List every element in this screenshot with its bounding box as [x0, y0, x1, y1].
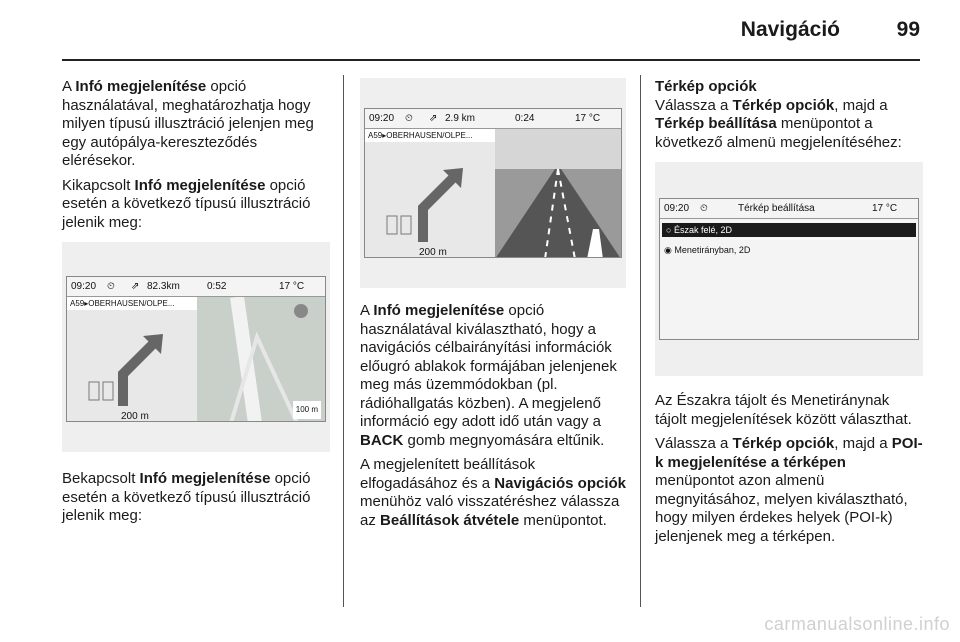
paragraph: Válassza a Térkép opciók, majd a Térkép beállítása menüpontot a következő almenü megjelenítéséhez: [655, 96, 902, 151]
column-divider [640, 75, 641, 607]
road-name: A59▸OBERHAUSEN/OLPE... [365, 129, 495, 142]
page-header [0, 0, 960, 62]
column-2 [360, 78, 626, 536]
figure-info-on [360, 78, 626, 288]
paragraph: A Infó megjelenítése opció használatával kiválasztható, hogy a navigációs célbairányítási információk előugró ablakok formájában jelenjenek meg más üzemmódokban (pl. rádióhallgatás közben). A megjelenő információ egy adott idő után vagy a BACK gomb megnyomására eltűnik. [360, 302, 617, 449]
motorway-junction-icon [495, 129, 621, 258]
paragraph: A megjelenített beállítások elfogadásához és a Navigációs opciók menühöz való visszatéréshez válassza az Beállítások átvétele menüpontot. [360, 456, 626, 529]
temperature: 17 °C [279, 281, 305, 292]
status-bar [660, 199, 918, 219]
figure-map-settings [655, 162, 923, 376]
column-3 [655, 78, 923, 552]
paragraph: A Infó megjelenítése opció használatával, meghatározhatja hogy milyen típusú illusztráció jelenjen meg egy autópálya-kereszteződés elérésekor. [62, 78, 314, 169]
turn-distance: 200 m [121, 411, 149, 422]
eta: 0:52 [207, 281, 227, 292]
clock-icon: ⏲ [700, 203, 708, 214]
paragraph: Az Északra tájolt és Menetiránynak tájolt megjelenítések között választhat. [655, 392, 912, 428]
map-pane [197, 297, 325, 421]
column-divider [343, 75, 344, 607]
clock-icon: ⏲ [107, 281, 115, 292]
map-scale: 100 m [293, 401, 321, 420]
paragraph: Válassza a Térkép opciók, majd a POI-k megjelenítése a térképen menüpontot azon almenü megnyitásához, melyen kiválasztható, hogy milyen érdekes helyek (POI-k) jelenjenek meg a térképen. [655, 435, 923, 545]
page-title: Navigáció [740, 18, 840, 41]
menu-item-north-up[interactable]: ○ Észak felé, 2D [662, 223, 916, 237]
menu-title: Térkép beállítása [738, 203, 815, 214]
road-icon: ⇗ [131, 281, 140, 292]
paragraph: Bekapcsolt Infó megjelenítése opció esetén a következő típusú illusztráció jelenik meg: [62, 470, 311, 524]
distance: 2.9 km [445, 113, 476, 124]
distance: 82.3km [147, 281, 180, 292]
time: 09:20 [664, 203, 690, 214]
info-pane [365, 142, 495, 257]
status-bar [365, 109, 621, 129]
map-settings-screen [659, 198, 919, 340]
page-number: 99 [896, 18, 920, 41]
menu-item-heading-up[interactable]: ◉ Menetirányban, 2D [664, 245, 751, 255]
temperature: 17 °C [575, 113, 601, 124]
figure-info-off [62, 242, 330, 452]
road-name: A59▸OBERHAUSEN/OLPE... [67, 297, 197, 310]
road-icon: ⇗ [429, 113, 438, 124]
clock-icon: ⏲ [405, 113, 413, 124]
time: 09:20 [369, 113, 395, 124]
turn-arrow-icon [67, 310, 197, 422]
section-heading: Térkép opciók [655, 78, 757, 95]
turn-arrow-icon [365, 142, 495, 258]
eta: 0:24 [515, 113, 535, 124]
nav-screen [364, 108, 622, 258]
junction-view [495, 129, 621, 257]
header-rule [62, 59, 920, 61]
temperature: 17 °C [872, 203, 898, 214]
turn-distance: 200 m [419, 247, 447, 258]
watermark: carmanualsonline.info [764, 614, 950, 634]
status-bar [67, 277, 325, 297]
column-1 [62, 78, 330, 532]
paragraph: Kikapcsolt Infó megjelenítése opció esetén a következő típusú illusztráció jelenik meg: [62, 176, 311, 231]
info-pane [67, 310, 197, 421]
time: 09:20 [71, 281, 97, 292]
nav-screen [66, 276, 326, 422]
